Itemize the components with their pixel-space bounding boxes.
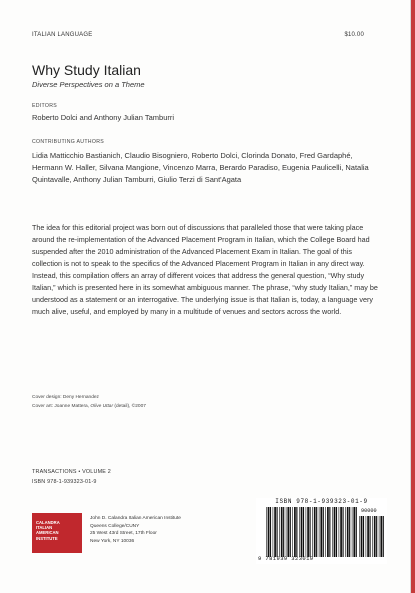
series-info (32, 468, 111, 487)
barcode-bar (340, 507, 342, 557)
barcode-main-digits: 9 781939 323019 (258, 555, 314, 562)
barcode-bar (349, 507, 350, 557)
barcode-bar (356, 507, 357, 557)
editors-label: EDITORS (32, 103, 58, 109)
barcode-bar (370, 516, 371, 557)
barcode-bar (286, 507, 287, 557)
barcode-bar (281, 507, 283, 557)
barcode-bar (359, 516, 360, 557)
price-label: $10.00 (344, 32, 364, 38)
barcode-bar (310, 507, 311, 557)
barcode-bar (296, 507, 297, 557)
barcode-bar (323, 507, 324, 557)
barcode-bar (353, 507, 355, 557)
editors-names: Roberto Dolci and Anthony Julian Tamburri (32, 113, 175, 122)
barcode-bar (366, 516, 367, 557)
contributors-names: Lidia Matticchio Bastianich, Claudio Bisogniero, Roberto Dolci, Clorinda Donato, Fred Gardaphé, Hermann W. Haller, Silvana Mangione, Vincenzo Marra, Berardo Paradiso, Eugenia Paulicelli, Natalia Quintavalle, Anthony Julian Tamburri, Giulio Terzi di Sant'Agata (32, 151, 369, 185)
barcode-bar (266, 507, 267, 557)
barcode-bar (320, 507, 322, 557)
barcode-bar (367, 516, 369, 557)
barcode-bar (343, 507, 344, 557)
barcode-bar (345, 507, 346, 557)
barcode-bar (273, 507, 274, 557)
cover-design-credit: Cover design: Deny Hernandez (32, 395, 99, 400)
barcode-addon-digits: 90000 (361, 508, 377, 514)
barcode-bar (301, 507, 303, 557)
barcode-addon-bars (359, 516, 385, 557)
barcode-bar (314, 507, 316, 557)
barcode-bar (329, 507, 330, 557)
barcode-bar (277, 507, 278, 557)
barcode-bar (376, 516, 377, 557)
barcode-bar (374, 516, 376, 557)
contributors-label: CONTRIBUTING AUTHORS (32, 139, 104, 145)
barcode-bar (332, 507, 333, 557)
barcode-bar (307, 507, 309, 557)
barcode-bar (319, 507, 320, 557)
barcode-main-bars (266, 507, 358, 557)
book-subtitle: Diverse Perspectives on a Theme (32, 80, 145, 89)
barcode-bar (290, 507, 291, 557)
barcode-bar (283, 507, 284, 557)
category-label: ITALIAN LANGUAGE (32, 32, 93, 38)
book-description: The idea for this editorial project was born out of discussions that paralleled those that were taking place around the re-implementation of the Advanced Placement Program in Italian, which the College Board had suspended after the 2010 administration of the Advanced Placement Exam in Italian. The goal of this collection is not to speak to the specifics of the Advanced Placement Program in Italian in any direct way. Instead, this compilation offers an array of different voices that address the general question, “Why study Italian,” which is presented here in its somewhat ambiguous manner. The phrase, “why study Italian,” may be understood as a statement or an interrogative. The underlying issue is that Italian is, today, a language very much alive, useful, and employed by many in a multitude of venues and sectors across the world. (32, 223, 378, 317)
barcode-isbn-text: ISBN 978-1-939323-01-9 (275, 498, 368, 505)
barcode-bar (299, 507, 300, 557)
cover-art-credit: Cover art: Joanne Mattera, Olive Uttar (detail), ©2007 (32, 404, 146, 409)
barcode-bar (327, 507, 329, 557)
spine-edge (411, 0, 415, 593)
barcode-bar (383, 516, 384, 557)
barcode-bar (361, 516, 363, 557)
barcode-bar (279, 507, 280, 557)
barcode-bar (380, 516, 382, 557)
series-isbn: ISBN 978-1-939323-01-9 (32, 478, 97, 485)
barcode-bar (268, 507, 270, 557)
barcode-bar (363, 516, 364, 557)
barcode-bar (347, 507, 349, 557)
cover-credits (32, 393, 146, 411)
barcode-bar (287, 507, 289, 557)
barcode-bar (303, 507, 304, 557)
barcode-bar (336, 507, 337, 557)
header-row (32, 32, 364, 38)
barcode-bar (379, 516, 380, 557)
barcode-bar (306, 507, 307, 557)
calandra-institute-logo: CALANDRA ITALIAN AMERICAN INSTITUTE (32, 513, 82, 553)
barcode-bar (294, 507, 296, 557)
barcode-bar (352, 507, 353, 557)
barcode-bar (316, 507, 317, 557)
barcode-bar (292, 507, 293, 557)
barcode-bar (312, 507, 313, 557)
barcode-bar (274, 507, 276, 557)
institute-address: John D. Calandra Italian American Institute Queens College/CUNY 25 West 43rd Street, 17th Floor New York, NY 10036 (90, 516, 181, 544)
series-name: TRANSACTIONS • VOLUME 2 (32, 469, 111, 475)
barcode-bar (270, 507, 271, 557)
cover-art-title: Olive Uttar (90, 404, 114, 409)
barcode-bar (372, 516, 373, 557)
isbn-barcode (256, 498, 387, 564)
barcode-bar (334, 507, 336, 557)
barcode-bar (339, 507, 340, 557)
barcode-bar (325, 507, 326, 557)
book-title: Why Study Italian (32, 62, 141, 78)
